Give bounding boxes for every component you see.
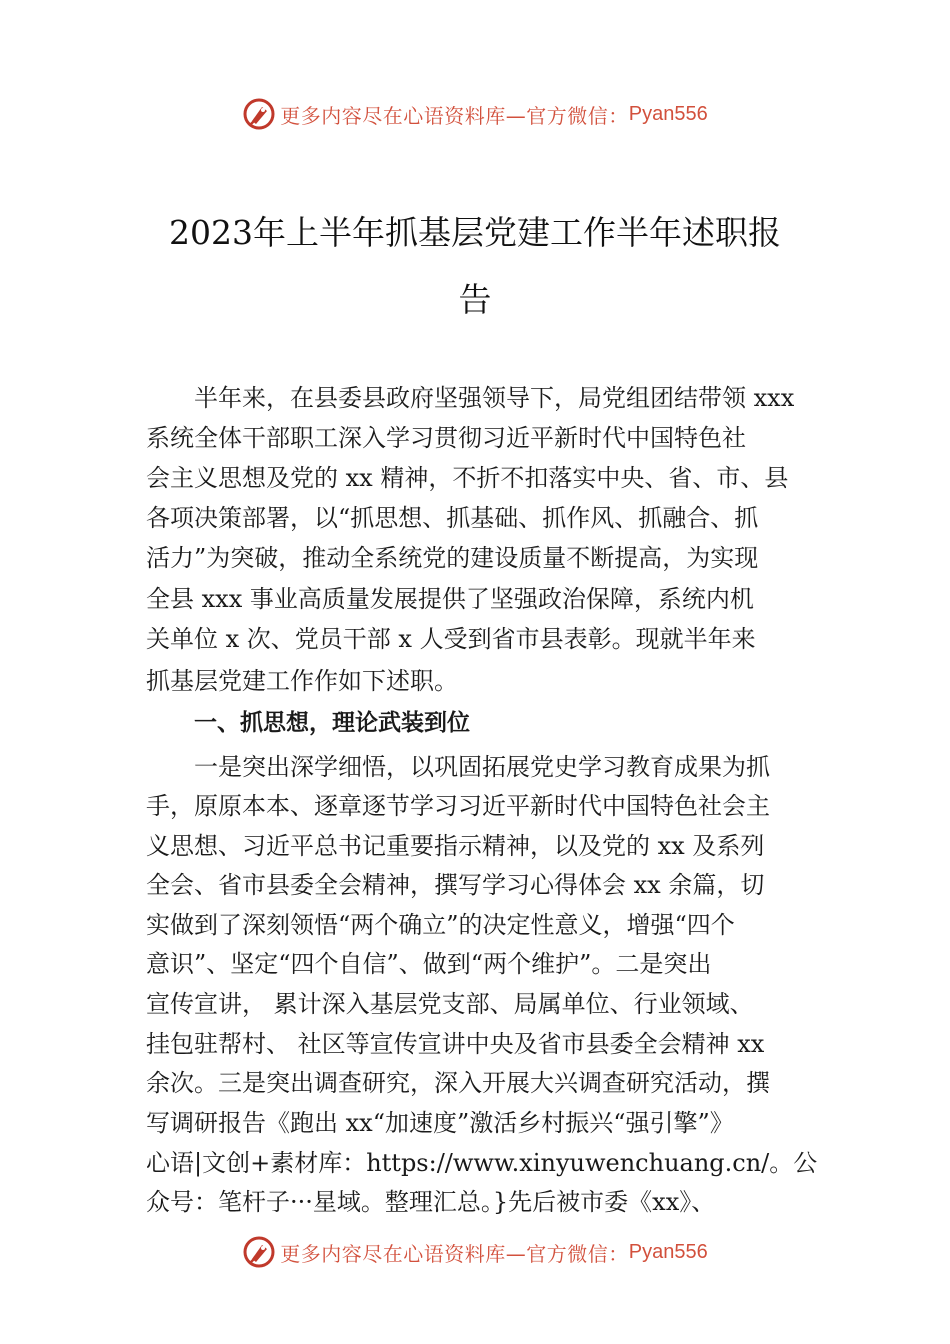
watermark-banner-top [0, 94, 950, 134]
body-line: 会主义思想及党的 xx 精神，不折不扣落实中央、省、市、县 [146, 464, 789, 492]
document-title-line-2: 告 [458, 280, 492, 319]
section-heading: 一、抓思想，理论武装到位 [194, 710, 470, 736]
body-line: 全县 xxx 事业高质量发展提供了坚强政治保障，系统内机 [146, 585, 754, 613]
body-line: 各项决策部署，以“抓思想、抓基础、抓作风、抓融合、抓 [146, 504, 759, 532]
body-line: 意识”、坚定“四个自信”、做到“两个维护”。二是突出 [146, 950, 712, 978]
body-line: 余次。三是突出调查研究，深入开展大兴调查研究活动，撰 [146, 1069, 770, 1097]
body-line: 全会、省市县委全会精神，撰写学习心得体会 xx 余篇，切 [146, 871, 765, 899]
document-title-line-1: 2023年上半年抓基层党建工作半年述职报 [169, 213, 781, 252]
body-line: 一是突出深学细悟，以巩固拓展党史学习教育成果为抓 [194, 753, 770, 781]
watermark-banner-bottom [0, 1232, 950, 1272]
body-line: 挂包驻帮村、 社区等宣传宣讲中央及省市县委全会精神 xx [146, 1030, 765, 1058]
body-line: 心语|文创+素材库：https://www.xinyuwenchuang.cn/。公 [146, 1149, 818, 1177]
body-line: 众号：笔杆子···星域。整理汇总。}先后被市委《xx》、 [146, 1188, 716, 1216]
body-line: 抓基层党建工作作如下述职。 [146, 667, 458, 695]
body-line: 关单位 x 次、党员干部 x 人受到省市县表彰。现就半年来 [146, 625, 756, 653]
body-line: 系统全体干部职工深入学习贯彻习近平新时代中国特色社 [146, 424, 746, 452]
body-line: 手，原原本本、逐章逐节学习习近平新时代中国特色社会主 [146, 792, 770, 820]
watermark-wechat-id: Pyan556 [628, 1240, 708, 1263]
body-line: 义思想、习近平总书记重要指示精神，以及党的 xx 及系列 [146, 832, 765, 860]
body-line: 实做到了深刻领悟“两个确立”的决定性意义，增强“四个 [146, 911, 735, 939]
pen-nib-seal-icon [242, 97, 276, 131]
body-line: 宣传宣讲， 累计深入基层党支部、局属单位、行业领域、 [146, 990, 754, 1018]
pen-nib-seal-icon [242, 1235, 276, 1269]
body-line: 写调研报告《跑出 xx“加速度”激活乡村振兴“强引擎”》 [146, 1109, 734, 1137]
watermark-text: 更多内容尽在心语资料库—官方微信： [280, 103, 629, 128]
watermark-wechat-id: Pyan556 [628, 102, 708, 125]
body-line: 活力”为突破，推动全系统党的建设质量不断提高，为实现 [146, 544, 759, 572]
body-line: 半年来，在县委县政府坚强领导下，局党组团结带领 xxx [194, 384, 795, 412]
watermark-text: 更多内容尽在心语资料库—官方微信： [280, 1241, 629, 1266]
